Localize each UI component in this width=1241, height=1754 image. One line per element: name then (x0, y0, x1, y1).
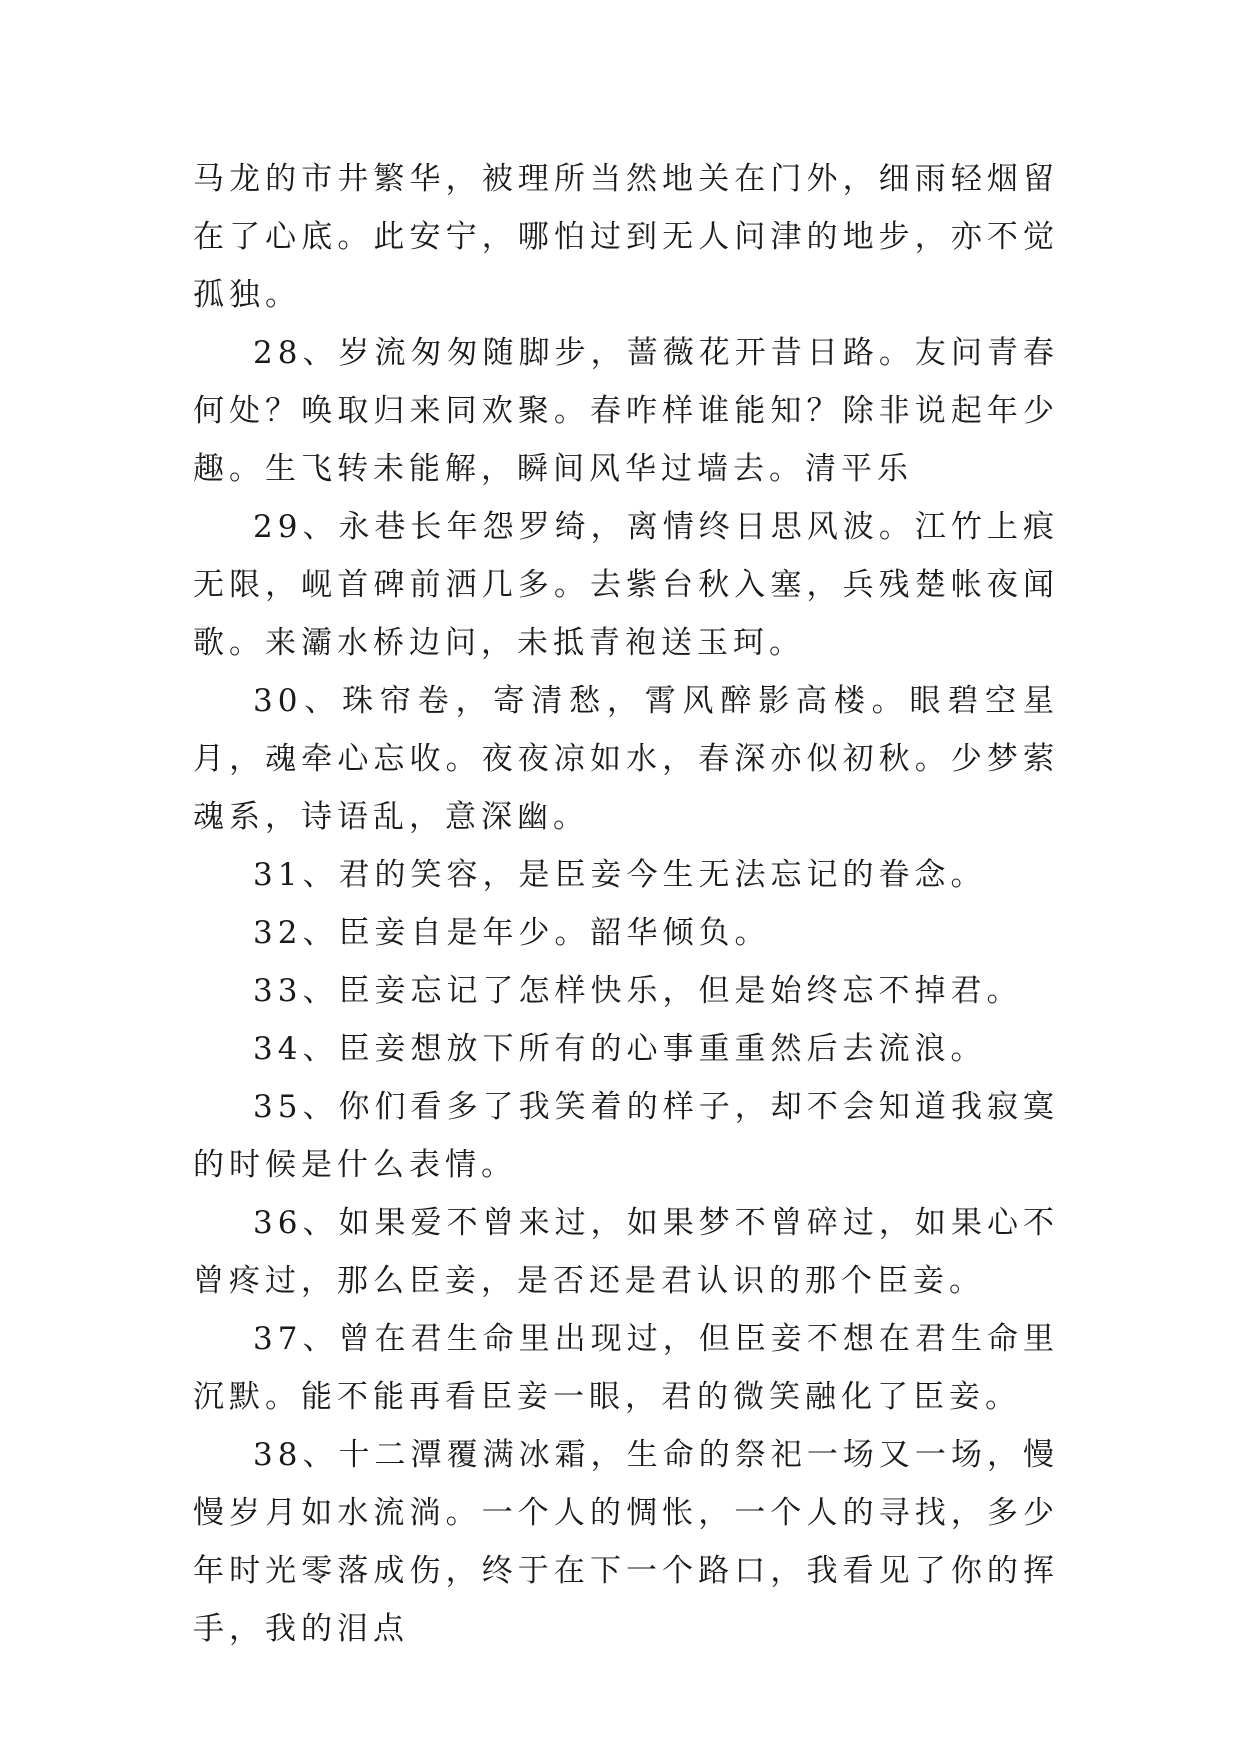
paragraph-29: 29、永巷长年怨罗绮，离情终日思风波。江竹上痕无限，岘首碑前洒几多。去紫台秋入塞，兵残楚帐夜闻歌。来灞水桥边问，未抵青袍送玉珂。 (193, 509, 1059, 661)
paragraph-35: 35、你们看多了我笑着的样子，却不会知道我寂寞的时候是什么表情。 (193, 1089, 1059, 1183)
paragraph-36: 36、如果爱不曾来过，如果梦不曾碎过，如果心不曾疼过，那么臣妾，是否还是君认识的那个臣妾。 (193, 1205, 1059, 1299)
paragraph-38: 38、十二潭覆满冰霜，生命的祭祀一场又一场，慢慢岁月如水流淌。一个人的惆怅，一个人的寻找，多少年时光零落成伤，终于在下一个路口，我看见了你的挥手，我的泪点 (193, 1437, 1059, 1647)
paragraph-33: 33、臣妾忘记了怎样快乐，但是始终忘不掉君。 (253, 973, 1023, 1009)
paragraph-34: 34、臣妾想放下所有的心事重重然后去流浪。 (253, 1031, 987, 1067)
paragraph-continuation: 马龙的市井繁华，被理所当然地关在门外，细雨轻烟留在了心底。此安宁，哪怕过到无人问津的地步，亦不觉孤独。 (193, 161, 1059, 313)
paragraph-31: 31、君的笑容，是臣妾今生无法忘记的眷念。 (253, 857, 987, 893)
document-body (193, 150, 1059, 1658)
paragraph-30: 30、珠帘卷，寄清愁，霄风醉影高楼。眼碧空星月，魂牵心忘收。夜夜凉如水，春深亦似初秋。少梦萦魂系，诗语乱，意深幽。 (193, 683, 1059, 835)
paragraph-28: 28、岁流匆匆随脚步，蔷薇花开昔日路。友问青春何处？唤取归来同欢聚。春咋样谁能知？除非说起年少趣。生飞转未能解，瞬间风华过墙去。清平乐 (193, 335, 1059, 487)
paragraph-32: 32、臣妾自是年少。韶华倾负。 (253, 915, 771, 951)
paragraph-37: 37、曾在君生命里出现过，但臣妾不想在君生命里沉默。能不能再看臣妾一眼，君的微笑融化了臣妾。 (193, 1321, 1059, 1415)
